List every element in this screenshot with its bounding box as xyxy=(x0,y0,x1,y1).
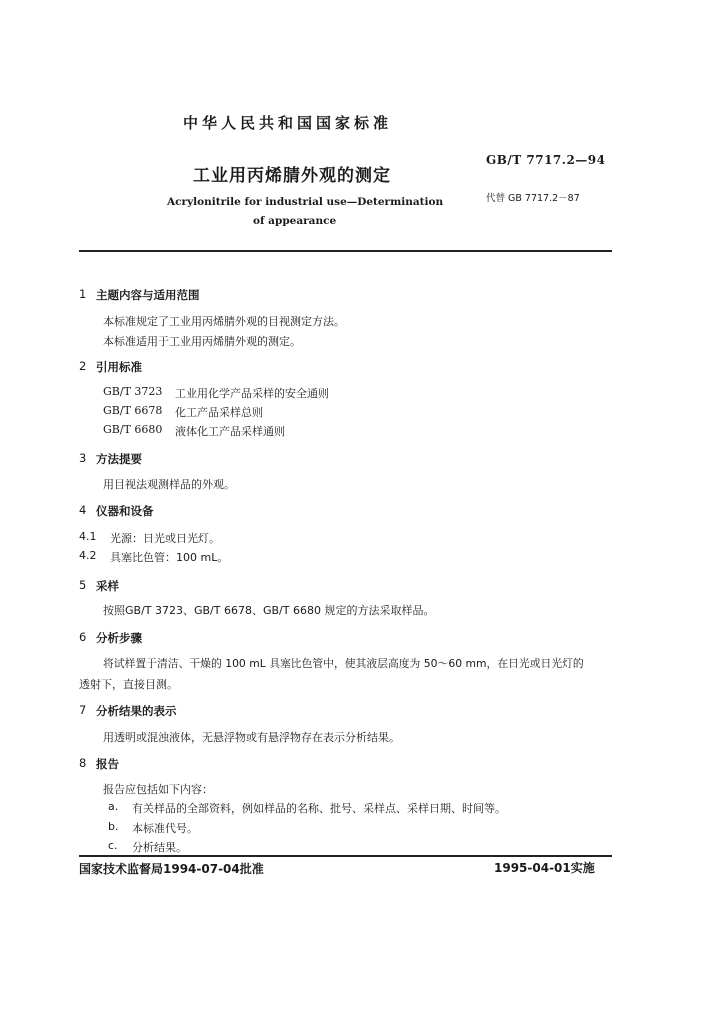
paragraph-line: 用透明或混浊液体，无悬浮物或有悬浮物存在表示分析结果。 xyxy=(103,731,400,744)
section-title: 方法提要 xyxy=(96,452,142,466)
document-title-en-line1: Acrylonitrile for industrial use—Determination xyxy=(167,196,444,208)
item-text: 本标准代号。 xyxy=(132,822,198,835)
section-number: 7 xyxy=(79,703,87,717)
section-title: 分析步骤 xyxy=(96,631,142,645)
item-number: 4.2 xyxy=(79,549,97,562)
item-text: 分析结果。 xyxy=(132,841,187,854)
section-title: 引用标准 xyxy=(96,360,142,374)
section-number: 2 xyxy=(79,359,87,373)
section-title: 仪器和设备 xyxy=(96,504,154,518)
section-title: 采样 xyxy=(96,579,119,593)
reference-code: GB/T 3723 xyxy=(103,385,163,398)
paragraph-line: 用目视法观测样品的外观。 xyxy=(103,478,235,491)
paragraph-line: 报告应包括如下内容： xyxy=(103,783,213,796)
section-number: 3 xyxy=(79,451,87,465)
paragraph-line: 透射下，直接目测。 xyxy=(79,678,178,691)
section-title: 报告 xyxy=(96,757,119,771)
implementation-date: 1995-04-01实施 xyxy=(494,861,595,875)
item-text: 光源：日光或日光灯。 xyxy=(110,532,220,545)
reference-code: GB/T 6680 xyxy=(103,423,163,436)
section-title: 主题内容与适用范围 xyxy=(96,288,200,302)
paragraph-line: 将试样置于清洁、干燥的 100 mL 具塞比色管中，使其液层高度为 50～60 mm，在日光或日光灯的 xyxy=(103,657,584,670)
item-text: 具塞比色管：100 mL。 xyxy=(110,551,229,564)
section-number: 6 xyxy=(79,630,87,644)
item-number: b. xyxy=(108,820,119,833)
item-number: a. xyxy=(108,800,119,813)
approval-note: 国家技术监督局1994-07-04批准 xyxy=(79,862,264,876)
paragraph-line: 按照GB/T 3723、GB/T 6678、GB/T 6680 规定的方法采取样品。 xyxy=(103,604,435,617)
header-divider xyxy=(79,250,612,252)
paragraph-line: 本标准适用于工业用丙烯腈外观的测定。 xyxy=(103,335,301,348)
item-text: 有关样品的全部资料，例如样品的名称、批号、采样点、采样日期、时间等。 xyxy=(132,802,506,815)
section-number: 4 xyxy=(79,503,87,517)
paragraph-line: 本标准规定了工业用丙烯腈外观的目视测定方法。 xyxy=(103,315,345,328)
reference-name: 液体化工产品采样通则 xyxy=(175,425,285,438)
section-number: 5 xyxy=(79,578,87,592)
document-title-cn: 工业用丙烯腈外观的测定 xyxy=(193,166,391,186)
national-standard-heading: 中华人民共和国国家标准 xyxy=(183,114,393,132)
reference-code: GB/T 6678 xyxy=(103,404,163,417)
footer-divider xyxy=(79,855,612,857)
section-title: 分析结果的表示 xyxy=(96,704,177,718)
standard-code: GB/T 7717.2—94 xyxy=(486,153,606,167)
replaces-standard: 代替 GB 7717.2－87 xyxy=(486,193,580,204)
item-number: 4.1 xyxy=(79,530,97,543)
reference-name: 工业用化学产品采样的安全通则 xyxy=(175,387,329,400)
section-number: 1 xyxy=(79,287,87,301)
item-number: c. xyxy=(108,839,118,852)
section-number: 8 xyxy=(79,756,87,770)
document-title-en-line2: of appearance xyxy=(253,215,337,227)
reference-name: 化工产品采样总则 xyxy=(175,406,263,419)
